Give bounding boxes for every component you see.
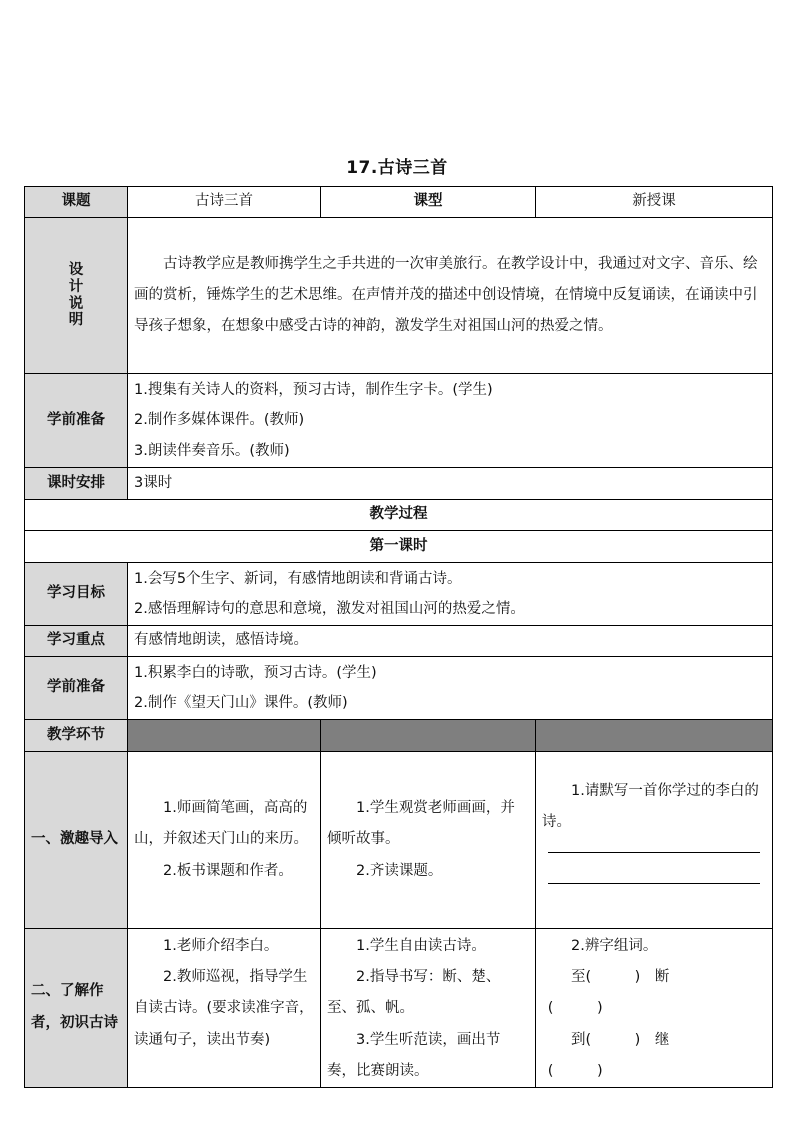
section-label: 教学环节 (25, 720, 128, 752)
exercise-step: ( ) (547, 1000, 603, 1017)
design-row (25, 218, 773, 374)
focus-label: 学习重点 (25, 626, 128, 657)
design-label-char: 计 (68, 278, 84, 295)
section-row (25, 929, 773, 1088)
section-2-teacher (128, 929, 321, 1088)
section-header-cell (128, 720, 321, 752)
document-title: 17.古诗三首 (346, 158, 448, 178)
exercise-step: ( ) (547, 1062, 603, 1079)
exercise-step: 1.请默写一首你学过的李白的诗。 (542, 783, 759, 831)
prep2-item: 1.积累李白的诗歌，预习古诗。(学生) (134, 664, 377, 681)
section-2-exercise (536, 929, 773, 1088)
prep-label: 学前准备 (25, 374, 128, 468)
topic-label: 课题 (25, 187, 128, 218)
exercise-step: 到( ) 继 (571, 1031, 670, 1048)
process-title: 教学过程 (25, 500, 773, 531)
section-2-label: 二、了解作者，初识古诗 (25, 929, 128, 1088)
teacher-step: 1.老师介绍李白。 (163, 938, 279, 954)
design-label (25, 218, 128, 374)
goals-row (25, 563, 773, 626)
design-label-char: 说 (68, 295, 84, 312)
exercise-step: 2.辨字组词。 (571, 938, 658, 954)
design-label-char: 明 (68, 312, 84, 329)
type-label: 课型 (321, 187, 536, 218)
prep2-list (128, 657, 773, 720)
prep-item: 3.朗读伴奏音乐。(教师) (134, 442, 290, 459)
prep-item: 2.制作多媒体课件。(教师) (134, 412, 305, 429)
topic-value: 古诗三首 (128, 187, 321, 218)
prep2-label: 学前准备 (25, 657, 128, 720)
teacher-step: 2.教师巡视，指导学生自读古诗。(要求读准字音，读通句子，读出节奏) (134, 969, 314, 1048)
teacher-step: 1.师画简笔画，高高的山，并叙述天门山的来历。 (134, 800, 308, 848)
goal-item: 1.会写5个生字、新词，有感情地朗读和背诵古诗。 (134, 570, 462, 587)
section-header-cell (536, 720, 773, 752)
student-step: 2.指导书写：断、楚、至、孤、帆。 (327, 969, 501, 1017)
section-row (25, 752, 773, 929)
section-2-student (321, 929, 536, 1088)
section-header-cell (321, 720, 536, 752)
prep2-item: 2.制作《望天门山》课件。(教师) (134, 695, 348, 711)
section-header-row (25, 720, 773, 752)
goals-label: 学习目标 (25, 563, 128, 626)
prep-row (25, 374, 773, 468)
design-text-cell (128, 218, 773, 374)
focus-value: 有感情地朗读，感悟诗境。 (128, 626, 773, 657)
student-step: 3.学生听范读，画出节奏，比赛朗读。 (327, 1031, 501, 1079)
schedule-value: 3课时 (128, 468, 773, 500)
answer-line (548, 883, 760, 884)
type-value: 新授课 (536, 187, 773, 218)
student-step: 2.齐读课题。 (356, 862, 443, 879)
process-title-row (25, 500, 773, 531)
goal-item: 2.感悟理解诗句的意思和意境，激发对祖国山河的热爱之情。 (134, 601, 525, 617)
section-1-label: 一、激趣导入 (25, 752, 128, 929)
section-1-exercise (536, 752, 773, 929)
exercise-step: 至( ) 断 (571, 969, 670, 986)
goals-list (128, 563, 773, 626)
design-text: 古诗教学应是教师携学生之手共进的一次审美旅行。在教学设计中，我通过对文字、音乐、绘画的赏析，锤炼学生的艺术思维。在声情并茂的描述中创设情境，在情境中反复诵读，在诵读中引导孩子想象，在想象中感受古诗的神韵，激发学生对祖国山河的热爱之情。 (134, 255, 758, 335)
design-label-char: 设 (68, 262, 84, 279)
teacher-step: 2.板书课题和作者。 (163, 862, 293, 879)
section-1-teacher (128, 752, 321, 929)
student-step: 1.学生自由读古诗。 (356, 938, 486, 954)
answer-line (548, 852, 760, 853)
prep-list (128, 374, 773, 468)
lesson-title: 第一课时 (25, 531, 773, 563)
lesson-plan-table (24, 186, 773, 1088)
schedule-label: 课时安排 (25, 468, 128, 500)
lesson-title-row (25, 531, 773, 563)
focus-row (25, 626, 773, 657)
header-row (25, 187, 773, 218)
prep2-row (25, 657, 773, 720)
section-1-student (321, 752, 536, 929)
prep-item: 1.搜集有关诗人的资料，预习古诗，制作生字卡。(学生) (134, 381, 493, 398)
student-step: 1.学生观赏老师画画，并倾听故事。 (327, 800, 515, 848)
schedule-row (25, 468, 773, 500)
